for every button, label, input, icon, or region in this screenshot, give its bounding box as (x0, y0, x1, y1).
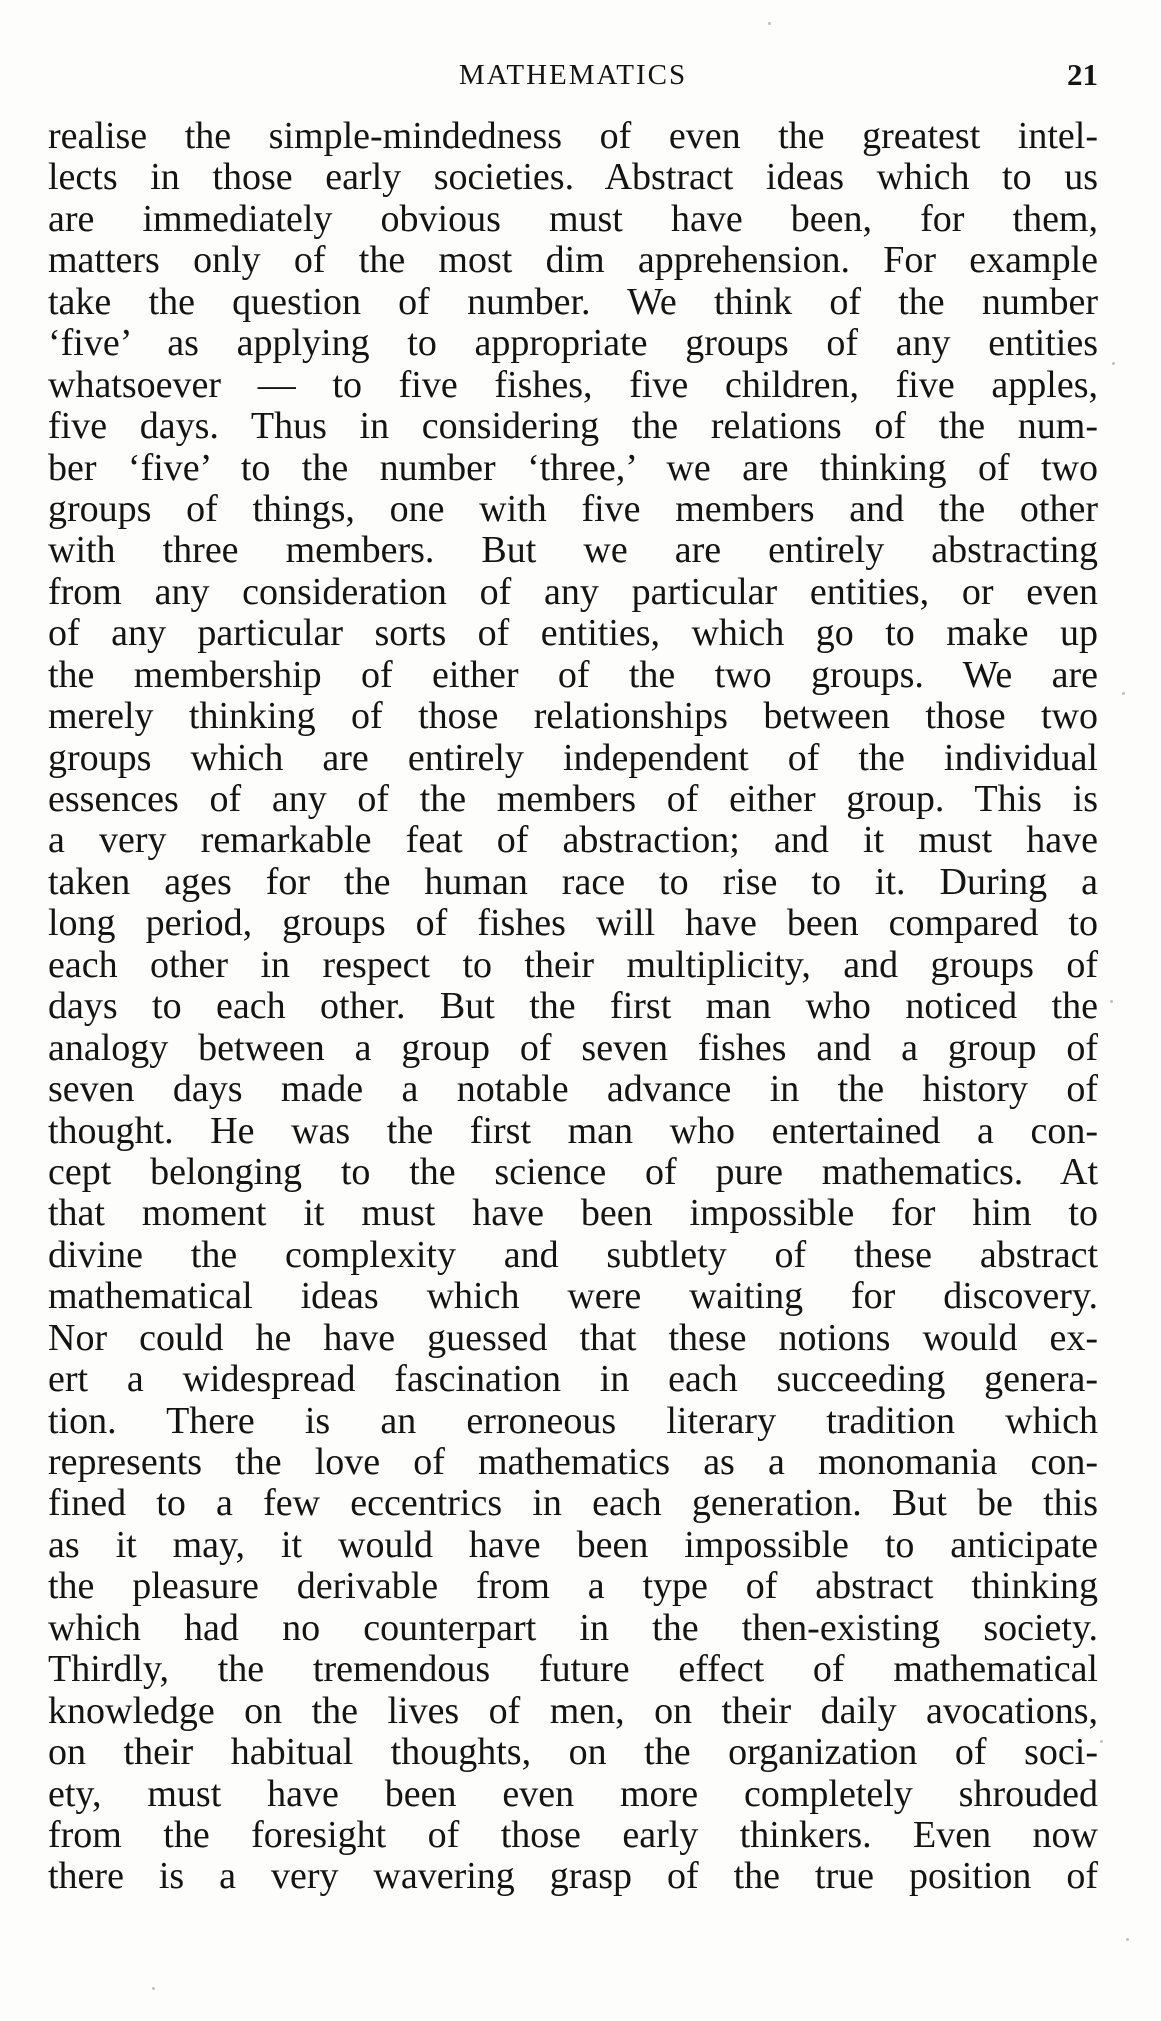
text-line: of any particular sorts of entities, which go to make up (48, 613, 1098, 655)
scan-speck (1122, 692, 1125, 695)
scan-speck (152, 1987, 155, 1990)
text-line: divine the complexity and subtlety of these abstract (48, 1234, 1098, 1276)
text-line: a very remarkable feat of abstraction; and it must have (48, 820, 1098, 862)
text-line: fined to a few eccentrics in each generation. But be this (48, 1483, 1098, 1525)
text-line: merely thinking of those relationships between those two (48, 696, 1098, 738)
text-line: matters only of the most dim apprehension. For example (48, 240, 1098, 282)
text-line: from any consideration of any particular entities, or even (48, 571, 1098, 613)
text-line: analogy between a group of seven fishes and a group of (48, 1027, 1098, 1069)
text-line: there is a very wavering grasp of the true position of (48, 1856, 1098, 1898)
text-line: from the foresight of those early thinkers. Even now (48, 1814, 1098, 1856)
text-line: days to each other. But the first man who noticed the (48, 986, 1098, 1028)
scan-speck (1110, 1000, 1113, 1003)
text-line: ety, must have been even more completely shrouded (48, 1773, 1098, 1815)
text-line: on their habitual thoughts, on the organization of soci- (48, 1732, 1098, 1774)
scan-speck (768, 22, 771, 25)
text-line: Nor could he have guessed that these notions would ex- (48, 1317, 1098, 1359)
text-line: the pleasure derivable from a type of abstract thinking (48, 1566, 1098, 1608)
text-line: whatsoever — to five fishes, five children, five apples, (48, 364, 1098, 406)
text-line: which had no counterpart in the then-existing society. (48, 1607, 1098, 1649)
text-line: with three members. But we are entirely abstracting (48, 530, 1098, 572)
text-line: Thirdly, the tremendous future effect of mathematical (48, 1649, 1098, 1691)
text-line: represents the love of mathematics as a monomania con- (48, 1442, 1098, 1483)
text-line: groups of things, one with five members and the other (48, 488, 1098, 530)
text-line: that moment it must have been impossible for him to (48, 1193, 1098, 1235)
text-line: groups which are entirely independent of the individual (48, 737, 1098, 779)
text-line: ‘five’ as applying to appropriate groups of any entities (48, 323, 1098, 365)
running-head (48, 50, 1098, 100)
text-line: ert a widespread fascination in each succeeding genera- (48, 1359, 1098, 1401)
text-line: are immediately obvious must have been, for them, (48, 198, 1098, 240)
text-line: as it may, it would have been impossible to anticipate (48, 1524, 1098, 1566)
text-line: long period, groups of fishes will have been compared to (48, 903, 1098, 945)
body-text (48, 116, 1098, 1898)
running-head-title: MATHEMATICS (458, 59, 688, 91)
text-line: taken ages for the human race to rise to it. During a (48, 861, 1098, 903)
text-line: the membership of either of the two groups. We are (48, 654, 1098, 696)
text-line: thought. He was the first man who entertained a con- (48, 1110, 1098, 1152)
scan-speck (1112, 362, 1115, 365)
text-line: realise the simple-mindedness of even the greatest intel- (48, 116, 1098, 157)
text-line: mathematical ideas which were waiting for discovery. (48, 1276, 1098, 1318)
text-line: take the question of number. We think of the number (48, 281, 1098, 323)
text-line: essences of any of the members of either group. This is (48, 779, 1098, 820)
text-line: tion. There is an erroneous literary tradition which (48, 1400, 1098, 1442)
page-number: 21 (1067, 57, 1098, 92)
text-line: five days. Thus in considering the relations of the num- (48, 406, 1098, 448)
scan-speck (1100, 1740, 1103, 1743)
text-line: lects in those early societies. Abstract ideas which to us (48, 157, 1098, 199)
scan-speck (1126, 1938, 1129, 1941)
text-line: cept belonging to the science of pure mathematics. At (48, 1151, 1098, 1193)
text-line: each other in respect to their multiplicity, and groups of (48, 944, 1098, 986)
text-line: ber ‘five’ to the number ‘three,’ we are thinking of two (48, 447, 1098, 489)
text-line: seven days made a notable advance in the history of (48, 1069, 1098, 1111)
text-line: knowledge on the lives of men, on their daily avocations, (48, 1690, 1098, 1732)
